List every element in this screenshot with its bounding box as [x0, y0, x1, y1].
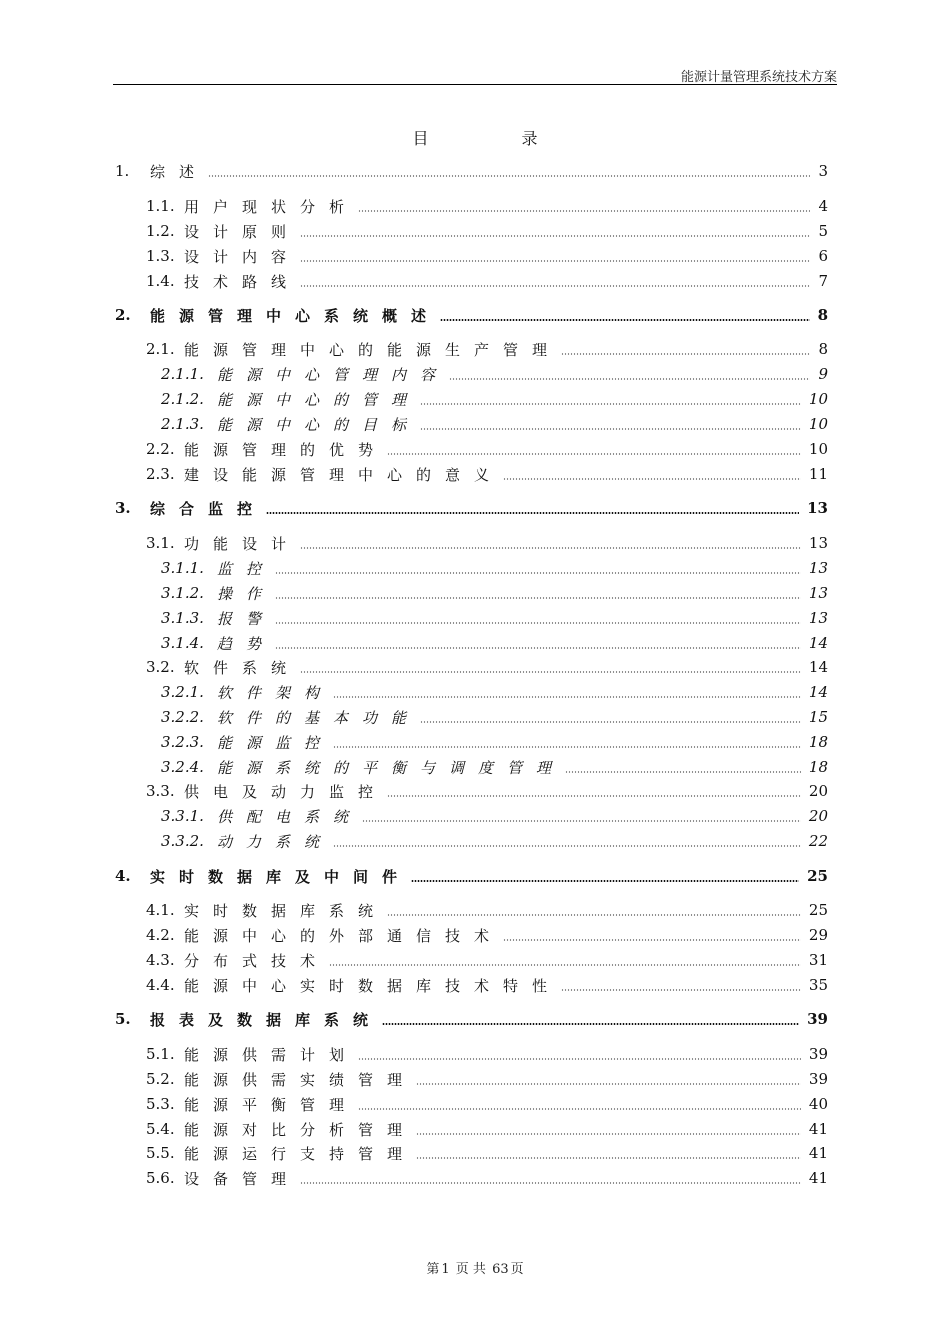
dot-leader — [561, 353, 810, 355]
toc-entry[interactable] — [161, 364, 828, 384]
toc-entry-title: 供配电系统 — [217, 807, 363, 826]
toc-entry-page: 35 — [808, 976, 828, 994]
toc-entry-page: 10 — [808, 440, 828, 458]
toc-entry-number: 3.2.4. — [161, 758, 204, 776]
toc-entry-page: 7 — [818, 272, 828, 290]
toc-entry-number: 1.2. — [146, 222, 175, 240]
toc-entry-page: 8 — [818, 340, 828, 358]
toc-entry-number: 5.6. — [146, 1169, 175, 1187]
toc-entry[interactable] — [146, 439, 828, 459]
toc-entry-title: 能源中心的管理 — [217, 390, 421, 409]
toc-entry-page: 15 — [808, 708, 828, 726]
toc-entry-number: 3.2.3. — [161, 733, 204, 751]
toc-entry-title: 能源中心实时数据库技术特性 — [184, 976, 562, 995]
toc-entry-page: 18 — [808, 758, 828, 776]
header-title: 能源计量管理系统技术方案 — [680, 70, 837, 85]
toc-entry-number: 5.4. — [146, 1120, 175, 1138]
dot-leader — [275, 622, 801, 624]
toc-entry-page: 39 — [808, 1045, 828, 1063]
toc-entry-page: 5 — [818, 222, 828, 240]
toc-entry[interactable] — [146, 781, 828, 801]
toc-entry-number: 5.1. — [146, 1045, 175, 1063]
toc-entry-title: 用户现状分析 — [184, 197, 359, 216]
toc-entry-page: 14 — [808, 658, 828, 676]
dot-leader — [362, 820, 801, 822]
dot-leader — [300, 547, 801, 549]
toc-entry-page: 29 — [808, 926, 828, 944]
toc-entry-number: 2.2. — [146, 440, 175, 458]
toc-entry-title: 软件系统 — [184, 658, 301, 677]
toc-entry-number: 3.3.1. — [161, 807, 204, 825]
dot-leader — [300, 260, 810, 262]
toc-entry-number: 3.1.1. — [161, 559, 204, 577]
toc-entry-number: 2.1.1. — [161, 365, 204, 383]
toc-entry-title: 分布式技术 — [184, 951, 330, 970]
toc-entry[interactable] — [146, 246, 828, 266]
toc-entry[interactable] — [146, 464, 828, 484]
toc-entry-title: 能源中心的目标 — [217, 415, 421, 434]
toc-entry-number: 1.1. — [146, 197, 175, 215]
toc-entry-number: 4.3. — [146, 951, 175, 969]
toc-entry-number: 4.4. — [146, 976, 175, 994]
toc-entry-title: 建设能源管理中心的意义 — [184, 465, 504, 484]
toc-entry-page: 41 — [808, 1144, 828, 1162]
toc-entry-page: 25 — [808, 901, 828, 919]
toc-entry-number: 4.1. — [146, 901, 175, 919]
toc-entry[interactable] — [161, 389, 828, 409]
toc-entry[interactable] — [146, 900, 828, 920]
toc-entry-number: 2.1.2. — [161, 390, 204, 408]
dot-leader — [358, 1108, 801, 1110]
toc-entry-page: 20 — [808, 807, 828, 825]
toc-entry-number: 5. — [115, 1010, 131, 1028]
toc-entry[interactable] — [146, 950, 828, 970]
toc-entry[interactable] — [146, 1143, 828, 1163]
toc-entry-number: 3.1.3. — [161, 609, 204, 627]
toc-entry[interactable] — [161, 633, 828, 653]
toc-title: 目 录 — [412, 129, 582, 148]
toc-entry-title: 实时数据库及中间件 — [150, 867, 412, 886]
toc-entry-page: 10 — [808, 390, 828, 408]
dot-leader — [503, 939, 801, 941]
footer-suffix: 页 — [510, 1262, 524, 1277]
toc-entry[interactable] — [146, 1094, 828, 1114]
toc-entry[interactable] — [146, 925, 828, 945]
toc-entry-title: 综述 — [150, 162, 209, 181]
toc-entry[interactable] — [115, 1009, 828, 1029]
toc-entry[interactable] — [161, 558, 828, 578]
toc-entry-number: 1.3. — [146, 247, 175, 265]
toc-entry-number: 2.3. — [146, 465, 175, 483]
toc-entry-number: 4.2. — [146, 926, 175, 944]
toc-entry-title: 能源平衡管理 — [184, 1095, 359, 1114]
dot-leader — [449, 378, 810, 380]
toc-entry[interactable] — [146, 339, 828, 359]
toc-entry[interactable] — [146, 1119, 828, 1139]
toc-entry-title: 监控 — [217, 559, 276, 578]
dot-leader — [420, 721, 801, 723]
toc-entry-title: 能源中心管理内容 — [217, 365, 450, 384]
dot-leader — [565, 771, 801, 773]
toc-entry[interactable] — [146, 271, 828, 291]
toc-entry-title: 能源管理中心系统概述 — [150, 306, 441, 325]
dot-leader — [275, 572, 801, 574]
toc-entry-title: 技术路线 — [184, 272, 301, 291]
toc-entry-page: 3 — [818, 162, 828, 180]
toc-entry[interactable] — [161, 414, 828, 434]
toc-entry-page: 6 — [818, 247, 828, 265]
toc-entry-number: 3.1.4. — [161, 634, 204, 652]
toc-entry[interactable] — [146, 196, 828, 216]
toc-entry-number: 3.2.2. — [161, 708, 204, 726]
toc-entry-number: 2.1.3. — [161, 415, 204, 433]
dot-leader — [275, 597, 801, 599]
toc-entry-number: 1. — [115, 162, 130, 180]
toc-entry-page: 13 — [808, 609, 828, 627]
toc-entry-page: 14 — [808, 634, 828, 652]
toc-entry-number: 3.1. — [146, 534, 175, 552]
toc-entry-number: 5.5. — [146, 1144, 175, 1162]
toc-entry[interactable] — [161, 831, 828, 851]
toc-entry-title: 能源中心的外部通信技术 — [184, 926, 504, 945]
toc-entry-page: 40 — [808, 1095, 828, 1113]
page-header — [113, 64, 837, 85]
toc-entry-page: 39 — [807, 1010, 828, 1028]
toc-entry-number: 3.2.1. — [161, 683, 204, 701]
dot-leader — [300, 671, 801, 673]
toc-entry-page: 8 — [817, 306, 828, 324]
dot-leader — [420, 428, 801, 430]
toc-entry-page: 13 — [807, 499, 828, 517]
toc-entry-number: 5.3. — [146, 1095, 175, 1113]
toc-entry-number: 5.2. — [146, 1070, 175, 1088]
toc-entry-title: 软件架构 — [217, 683, 334, 702]
toc-entry-title: 能源监控 — [217, 733, 334, 752]
dot-leader — [275, 647, 801, 649]
toc-entry-title: 能源运行支持管理 — [184, 1144, 417, 1163]
footer-current-page: 1 — [441, 1262, 450, 1277]
dot-leader — [358, 1058, 801, 1060]
toc-entry[interactable] — [146, 221, 828, 241]
toc-entry-number: 1.4. — [146, 272, 175, 290]
toc-entry-title: 趋势 — [217, 634, 276, 653]
toc-entry[interactable] — [161, 682, 828, 702]
toc-entry-title: 功能设计 — [184, 534, 301, 553]
footer-total-pages: 63 — [492, 1262, 509, 1277]
toc-entry[interactable] — [161, 583, 828, 603]
toc-entry-title: 能源管理的优势 — [184, 440, 388, 459]
dot-leader — [561, 989, 801, 991]
toc-entry[interactable] — [146, 975, 828, 995]
toc-entry-page: 18 — [808, 733, 828, 751]
toc-entry-title: 供电及动力监控 — [184, 782, 388, 801]
dot-leader — [387, 914, 801, 916]
toc-entry[interactable] — [161, 707, 828, 727]
footer-prefix: 第 — [426, 1262, 440, 1277]
toc-entry[interactable] — [161, 732, 828, 752]
toc-entry[interactable] — [146, 533, 828, 553]
toc-entry-title: 设计原则 — [184, 222, 301, 241]
dot-leader — [382, 1023, 799, 1025]
page-footer — [0, 1258, 950, 1277]
toc-entry-number: 3.3. — [146, 782, 175, 800]
dot-leader — [300, 235, 810, 237]
toc-entry[interactable] — [146, 1044, 828, 1064]
toc-entry-page: 41 — [808, 1120, 828, 1138]
toc-entry-title: 能源对比分析管理 — [184, 1120, 417, 1139]
toc-entry-number: 3.2. — [146, 658, 175, 676]
toc-entry-page: 14 — [808, 683, 828, 701]
toc-entry[interactable] — [161, 806, 828, 826]
dot-leader — [333, 746, 801, 748]
toc-entry-number: 3.3.2. — [161, 832, 204, 850]
toc-entry-page: 22 — [808, 832, 828, 850]
toc-entry[interactable] — [115, 305, 828, 325]
dot-leader — [416, 1083, 801, 1085]
toc-entry[interactable] — [146, 1069, 828, 1089]
toc-entry-number: 2.1. — [146, 340, 175, 358]
toc-entry-page: 25 — [807, 867, 828, 885]
toc-entry-page: 10 — [808, 415, 828, 433]
toc-entry-title: 实时数据库系统 — [184, 901, 388, 920]
toc-entry-number: 3.1.2. — [161, 584, 204, 602]
dot-leader — [420, 403, 801, 405]
dot-leader — [266, 512, 799, 514]
dot-leader — [387, 453, 801, 455]
toc-entry-title: 软件的基本功能 — [217, 708, 421, 727]
toc-entry-title: 设备管理 — [184, 1169, 301, 1188]
toc-entry-title: 操作 — [217, 584, 276, 603]
toc-entry-title: 综合监控 — [150, 499, 267, 518]
toc-entry[interactable] — [161, 757, 828, 777]
toc-entry-title: 设计内容 — [184, 247, 301, 266]
dot-leader — [411, 880, 799, 882]
toc-entry[interactable] — [146, 657, 828, 677]
toc-entry-title: 动力系统 — [217, 832, 334, 851]
toc-entry-number: 4. — [115, 867, 131, 885]
toc-entry-page: 41 — [808, 1169, 828, 1187]
toc-entry[interactable] — [115, 498, 828, 518]
dot-leader — [300, 1182, 801, 1184]
dot-leader — [333, 845, 801, 847]
dot-leader — [300, 285, 810, 287]
toc-entry-page: 39 — [808, 1070, 828, 1088]
toc-entry[interactable] — [115, 866, 828, 886]
toc-entry-page: 20 — [808, 782, 828, 800]
toc-entry-title: 能源管理中心的能源生产管理 — [184, 340, 562, 359]
footer-mid: 页 共 — [455, 1262, 486, 1277]
toc-entry-number: 3. — [115, 499, 131, 517]
toc-entry-title: 能源供需计划 — [184, 1045, 359, 1064]
dot-leader — [416, 1133, 801, 1135]
toc-entry-page: 13 — [808, 559, 828, 577]
toc-entry-title: 报表及数据库系统 — [150, 1010, 383, 1029]
toc-entry-number: 2. — [115, 306, 131, 324]
toc-entry-page: 11 — [808, 465, 828, 483]
toc-entry-title: 报警 — [217, 609, 276, 628]
dot-leader — [416, 1157, 801, 1159]
dot-leader — [358, 210, 810, 212]
dot-leader — [208, 175, 810, 177]
dot-leader — [387, 795, 801, 797]
dot-leader — [329, 964, 801, 966]
toc-entry-page: 31 — [808, 951, 828, 969]
toc-entry-page: 9 — [818, 365, 828, 383]
toc-entry-page: 13 — [808, 584, 828, 602]
dot-leader — [440, 319, 810, 321]
toc-entry-title: 能源供需实绩管理 — [184, 1070, 417, 1089]
toc-entry-page: 4 — [818, 197, 828, 215]
toc-entry[interactable] — [115, 161, 828, 181]
toc-entry[interactable] — [146, 1168, 828, 1188]
toc-entry-title: 能源系统的平衡与调度管理 — [217, 758, 566, 777]
toc-entry[interactable] — [161, 608, 828, 628]
dot-leader — [503, 478, 801, 480]
toc-entry-page: 13 — [808, 534, 828, 552]
dot-leader — [333, 696, 801, 698]
